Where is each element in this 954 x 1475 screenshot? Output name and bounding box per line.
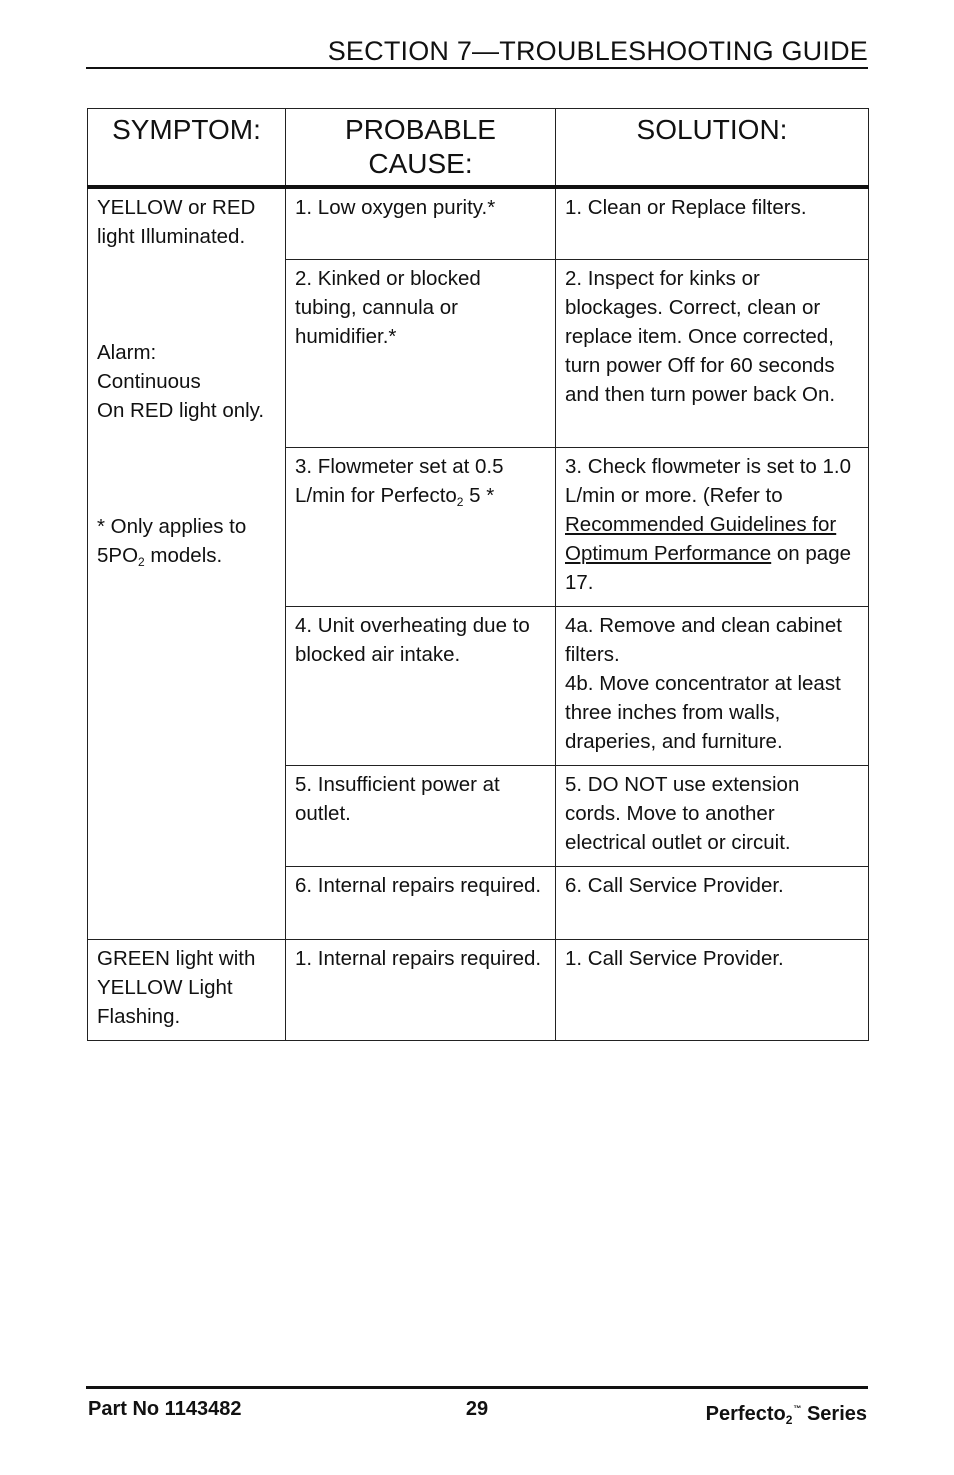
troubleshooting-table: [87, 108, 869, 1041]
section-title: SECTION 7—TROUBLESHOOTING GUIDE: [327, 36, 868, 66]
cause-cell-3: 3. Flowmeter set at 0.5 L/min for Perfecto$_2$ 5 *: [286, 447, 556, 606]
header-probable-cause: PROBABLE CAUSE:: [286, 109, 556, 188]
solution-cell-1: 1. Clean or Replace filters.: [556, 187, 869, 259]
section-rule: [86, 67, 868, 69]
solution-4a: 4a. Remove and clean cabinet filters.: [565, 613, 842, 666]
footnote-line-1: * Only applies to: [97, 515, 247, 538]
cause-cell-green-1: 1. Internal repairs required.: [286, 939, 556, 1040]
cause-cell-6: 6. Internal repairs required.: [286, 866, 556, 939]
alarm-label: Alarm:: [97, 341, 157, 364]
symptom-text: YELLOW or RED light Illuminated.: [97, 196, 256, 248]
series-name: Perfecto$_2$™ Series: [705, 1403, 867, 1427]
table-row: [88, 939, 869, 1040]
symptom-cell-yellow-red: [88, 187, 286, 939]
alarm-line-2: Continuous: [97, 370, 201, 393]
symptom-cell-green-yellow: GREEN light with YELLOW Light Flashing.: [88, 939, 286, 1040]
table-row: [88, 187, 869, 259]
header-symptom: SYMPTOM:: [88, 109, 286, 188]
cause-cell-5: 5. Insufficient power at outlet.: [286, 765, 556, 866]
solution-cell-6: 6. Call Service Provider.: [556, 866, 869, 939]
alarm-line-3: On RED light only.: [97, 399, 265, 422]
solution-4b: 4b. Move concentrator at least three inches from walls, draperies, and furniture.: [565, 671, 841, 753]
solution-cell-3: 3. Check flowmeter is set to 1.0 L/min or more. (Refer to Recommended Guidelines for Optimum Performance on page 17.: [556, 447, 869, 606]
solution-cell-green-1: 1. Call Service Provider.: [556, 939, 869, 1040]
part-number: Part No 1143482: [88, 1398, 242, 1420]
solution-cell-4: [556, 606, 869, 765]
header-solution: SOLUTION:: [556, 109, 869, 188]
cause-cell-1: 1. Low oxygen purity.*: [286, 187, 556, 259]
table-header-row: [88, 109, 869, 188]
page-number: 29: [465, 1398, 489, 1420]
cause-cell-4: 4. Unit overheating due to blocked air intake.: [286, 606, 556, 765]
solution-cell-2: 2. Inspect for kinks or blockages. Correct, clean or replace item. Once corrected, turn power Off for 60 seconds and then turn power back On.: [556, 259, 869, 447]
cause-cell-2: 2. Kinked or blocked tubing, cannula or humidifier.*: [286, 259, 556, 447]
solution-cell-5: 5. DO NOT use extension cords. Move to another electrical outlet or circuit.: [556, 765, 869, 866]
footnote-line-2: $5PO_2$ models.: [97, 544, 223, 569]
footer-rule: [86, 1386, 868, 1389]
guidelines-reference-link[interactable]: Recommended Guidelines for Optimum Performance: [565, 512, 837, 565]
